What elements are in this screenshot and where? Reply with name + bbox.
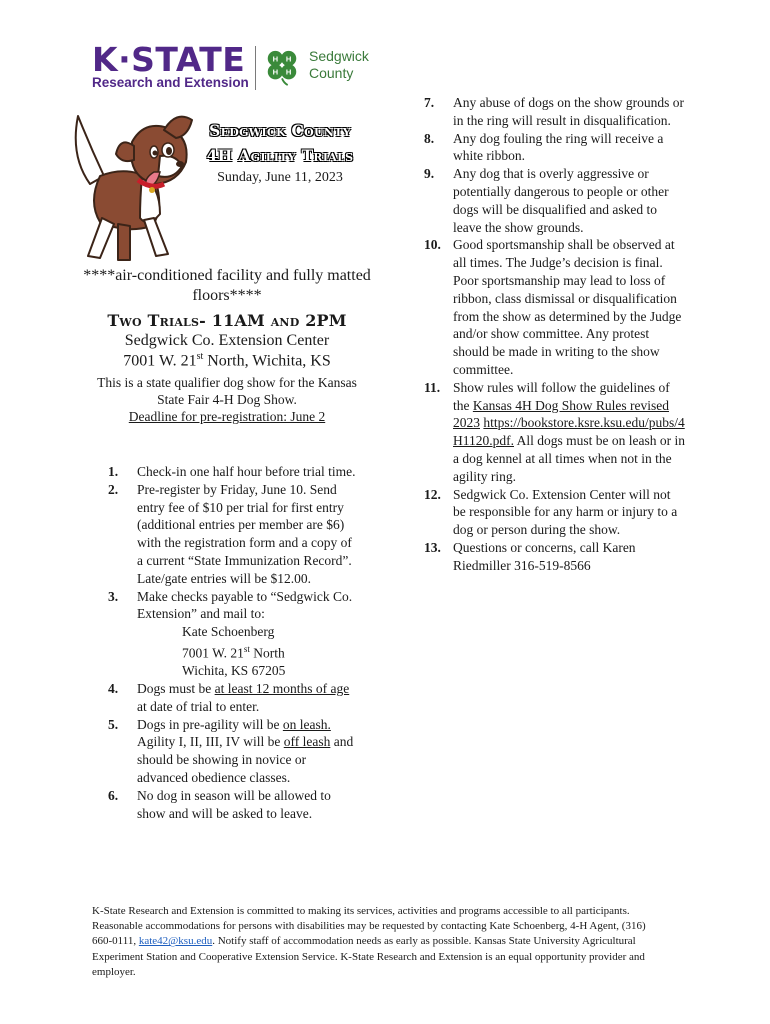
footer-text: . Notify staff of accommodation needs as early as possible. Kansas State University Agricultural Experiment Station and Cooperative Extension Service. K-State Research and Extension is an equal opportunity provider and employer. — [92, 935, 645, 978]
rule-item — [108, 787, 360, 823]
rule-text — [453, 380, 685, 484]
rules-pdf-link[interactable]: https://bookstore.ksre.ksu.edu/pubs/4H1120.pdf. — [453, 415, 685, 449]
street-superscript: st — [243, 643, 250, 654]
address-superscript: st — [196, 351, 204, 362]
rule-text: Make checks payable to “Sedgwick Co. Extension” and mail to: — [137, 588, 353, 622]
rules-list-left — [108, 463, 360, 822]
rule-item — [108, 716, 360, 787]
rules-list-right — [424, 94, 686, 575]
accessibility-footer — [92, 904, 667, 980]
mailing-address — [137, 623, 360, 680]
email-link[interactable]: kate42@ksu.edu — [138, 935, 213, 948]
street-part: North — [249, 645, 285, 661]
rule-number: 3. — [108, 588, 119, 604]
event-title-line2: 4H Agility Trials — [206, 146, 354, 165]
mail-city: Wichita, KS 67205 — [182, 663, 286, 679]
event-title-line1: Sedgwick County — [209, 121, 351, 140]
rule-number: 4. — [108, 681, 119, 697]
qualifier-note: This is a state qualifier dog show for the Kansas State Fair 4-H Dog Show. — [97, 375, 357, 408]
four-leaf-clover-icon — [263, 48, 301, 86]
address-part: 7001 W. 21 — [123, 352, 197, 370]
underlined-text: off leash — [283, 734, 331, 750]
text-part: Show rules will follow the guidelines of the — [453, 379, 670, 413]
mail-recipient: Kate Schoenberg — [182, 624, 275, 640]
venue-address — [82, 351, 372, 370]
rule-number: 10. — [424, 237, 441, 253]
event-info — [82, 266, 372, 425]
rule-text: No dog in season will be allowed to show and will be asked to leave. — [137, 787, 331, 821]
rule-item — [108, 680, 360, 716]
text-part: Agility I, II, III, IV will be — [137, 734, 284, 750]
mail-street — [182, 641, 360, 662]
event-title-block — [195, 118, 365, 186]
svg-text:H: H — [285, 67, 292, 77]
rule-item — [108, 588, 360, 680]
svg-text:H: H — [285, 54, 292, 64]
rule-text: Check-in one half hour before trial time. — [137, 464, 356, 479]
rule-number: 9. — [424, 166, 435, 182]
rule-text: Any dog fouling the ring will receive a white ribbon. — [453, 130, 664, 164]
rule-number: 2. — [108, 481, 119, 497]
text-part: Dogs must be — [137, 681, 215, 697]
county-name: Sedgwick County — [309, 48, 369, 81]
trial-times: Two Trials- 11AM and 2PM — [107, 311, 347, 330]
text-part: Dogs in pre-agility will be — [137, 716, 283, 732]
svg-text:H: H — [272, 67, 279, 77]
text-part: and should be showing in novice or advanced obedience classes. — [137, 734, 354, 786]
rule-text: Any abuse of dogs on the show grounds or in the ring will result in disqualification. — [453, 95, 684, 128]
registration-deadline: Deadline for pre-registration: June 2 — [128, 409, 326, 425]
rule-item — [424, 379, 686, 486]
rule-text — [137, 681, 349, 714]
logo-divider — [255, 46, 256, 90]
rule-item — [424, 130, 686, 166]
rule-number: 1. — [108, 464, 119, 479]
facility-note: ****air-conditioned facility and fully matted floors**** — [83, 267, 371, 304]
underlined-text: on leash. — [282, 716, 331, 732]
dog-show-rules-link[interactable]: Kansas 4H Dog Show Rules revised 2023 — [453, 397, 669, 431]
rule-item — [108, 463, 360, 481]
rule-item — [108, 481, 360, 588]
event-date: Sunday, June 11, 2023 — [217, 170, 343, 185]
dog-illustration — [60, 106, 200, 266]
street-part: 7001 W. 21 — [182, 645, 244, 661]
venue-name: Sedgwick Co. Extension Center — [124, 332, 330, 349]
address-part: North, Wichita, KS — [203, 352, 331, 370]
rule-text: Good sportsmanship shall be observed at all times. The Judge’s decision is final. Poor sportsmanship may lead to loss of ribbon, class dismissal or disqualification from the show as determined by the Judge and/or show committee. Any protest should be made in writing to the show committee. — [453, 237, 682, 377]
text-part: All dogs must be on leash or in a dog kennel at all times when not in the agility ring. — [453, 433, 685, 484]
rule-number: 12. — [424, 486, 441, 502]
rule-number: 13. — [424, 539, 441, 555]
rule-item — [424, 165, 686, 236]
rule-number: 5. — [108, 716, 119, 732]
rule-text: Pre-register by Friday, June 10. Send entry fee of $10 per trial for first entry (additional entries per member are $6) with the registration form and a copy of a current “State Immunization Record”. Late/gate entries will be $12.00. — [137, 481, 352, 586]
rule-text — [137, 717, 353, 785]
brand-subtitle: Research and Extension — [92, 75, 249, 90]
rule-text: Sedgwick Co. Extension Center will not be responsible for any harm or injury to a dog or person during the show. — [453, 486, 678, 538]
rule-number: 7. — [424, 95, 435, 110]
rule-item — [424, 539, 686, 575]
brand-name: K·STATE — [92, 40, 246, 79]
rule-number: 11. — [424, 379, 441, 395]
footer-text: K-State Research and Extension is committed to making its services, activities and programs accessible to all participants. Reasonable accommodations for persons with disabilities may be requested by contacting Kate Schoenberg, 4-H Agent, (316) 660-0111, — [92, 905, 646, 948]
svg-text:H: H — [272, 54, 279, 64]
text-part: at date of trial to enter. — [137, 698, 260, 714]
rule-item — [424, 236, 686, 378]
kstate-logo — [88, 42, 388, 94]
rule-text: Any dog that is overly aggressive or potentially dangerous to people or other dogs will be disqualified and asked to leave the show grounds. — [453, 166, 669, 235]
rule-number: 6. — [108, 787, 119, 803]
rule-item — [424, 486, 686, 539]
rule-number: 8. — [424, 130, 435, 146]
underlined-text: at least 12 months of age — [214, 681, 350, 697]
rule-item — [424, 94, 686, 130]
rule-text: Questions or concerns, call Karen Riedmiller 316-519-8566 — [453, 539, 636, 573]
